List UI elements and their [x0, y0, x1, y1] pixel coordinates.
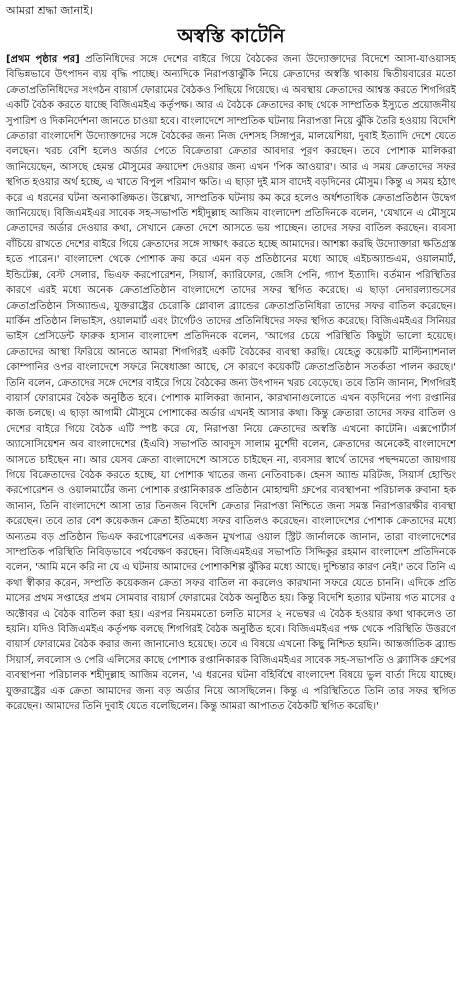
article-body [6, 52, 456, 980]
article-paragraph [6, 52, 456, 714]
previous-article-tail [6, 4, 456, 18]
article-text: প্রতিনিধিদের সঙ্গে দেশের বাইরে গিয়ে বৈঠকের জন্য উদ্যোক্তাদের বিদেশে আসা-যাওয়াসহ বিভিন্নভাবে উৎপাদন ব্যয় বৃদ্ধি পাচ্ছে। অন্যদিকে নিরাপত্তাঝুঁকি নিয়ে ক্রেতাদের অস্বস্তি থাকায় দ্বিতীয়বারের মতো ক্রেতাপ্রতিনিধিদের সংগঠন বায়ার্স ফোরামের বৈঠকও পিছিয়ে গিয়েছে। এ অবস্থায় ক্রেতাদের আশ্বস্ত করতে শিগগিরই একটি বৈঠক করতে যাচ্ছে বিজিএমইএ কর্তৃপক্ষ। আর এ বৈঠকে ক্রেতাদের কাছ থেকে সাম্প্রতিক ইস্যুতে প্রয়োজনীয় সুপারিশ ও দিকনির্দেশনা জানতে চাওয়া হবে। বাংলাদেশে সাম্প্রতিক ঘটনায় নিরাপত্তা নিয়ে ঝুঁকি তৈরি হওয়ায় বিদেশি ক্রেতারা বাংলাদেশি উদ্যোক্তাদের সঙ্গে বৈঠকের জন্য নিজ দেশসহ সিঙ্গাপুর, মালয়েশিয়া, দুবাই ইত্যাদি দেশে যেতে বলছেন। খরচ বেশি হলেও অর্ডার পেতে বিক্রেতারা ক্রেতার আবদার পূরণ করছেন। তবে পোশাক মালিকরা জানিয়েছেন, আসছে হেমন্ত মৌসুমের ক্রয়াদেশ দেওয়ার জন্য এখন 'পিক আওয়ার'। আর এ সময় ক্রেতাদের সফর স্থগিত হওয়ার অর্থ হচ্ছে, এ খাতে বিপুল পরিমাণ ক্ষতি। এ ছাড়া দুই মাস বাদেই বড়দিনের মৌসুম। কিন্তু এ সময় হঠাৎ করে এ ধরনের ঘটনা অনাকাঙ্ক্ষিত। উল্লেখ্য, সাম্প্রতিক ঘটনায় কম করে হলেও অর্ধশতাধিক ক্রেতাপ্রতিষ্ঠান উদ্বেগ জানিয়েছে। বিজিএমইএর সাবেক সহ-সভাপতি শহীদুল্লাহ আজিম বাংলাদেশ প্রতিদিনকে বলেন, 'যেখানে এ মৌসুমে ক্রেতাদের অর্ডার দেওয়ার কথা, সেখানে ক্রেতা দেশে আসতে ভয় পাচ্ছেন। তাদের সফর বাতিল করছেন। ব্যবসা বাঁচিয়ে রাখতে দেশের বাইরে গিয়ে ক্রেতাদের সঙ্গে সাক্ষাৎ করতে হচ্ছে আমাদের। আশঙ্কা করছি উদ্যোক্তারা ক্ষতিগ্রস্ত হতে পারেন।' বাংলাদেশ থেকে পোশাক ক্রয় করে এমন বড় প্রতিষ্ঠানের মধ্যে আছে এইচঅ্যান্ডএম, ওয়ালমার্ট, ইন্ডিটেক্স, বেস্ট সেলার, ভিএফ করপোরেশন, সিয়ার্স, ক্যারিফোর, জেসি পেনি, গ্যাপ ইত্যাদি। বর্তমান পরিস্থিতির কারণে এরই মধ্যে অনেক ক্রেতাপ্রতিষ্ঠান বাংলাদেশে তাদের সফর স্থগিত করেছে। এ ছাড়া নেদারল্যান্ডসের ক্রেতাপ্রতিষ্ঠান সিঅ্যান্ডএ, যুক্তরাষ্ট্রের চেরোকি গ্লোবাল ব্র্যান্ডের ক্রেতাপ্রতিনিধিরা তাদের সফর বাতিল করেছেন। মার্কিন প্রতিষ্ঠান লিভাইস, ওয়ালমার্ট এবং টার্গেটও তাদের প্রতিনিধিদের সফর স্থগিত করেছে। বিজিএমইএর সিনিয়র ভাইস প্রেসিডেন্ট ফারুক হাসান বাংলাদেশ প্রতিদিনকে বলেন, 'আগের চেয়ে পরিস্থিতি কিছুটা ভালো হয়েছে। ক্রেতাদের আস্থা ফিরিয়ে আনতে আমরা শিগগিরই একটি বৈঠকের ব্যবস্থা করছি। যেহেতু কয়েকটি মাল্টিন্যাশনাল কোম্পানির ওপর বাংলাদেশে সফরে নিষেধাজ্ঞা আছে, সে কারণে কয়েকটি ক্রেতাপ্রতিষ্ঠান সতর্কতা পালন করছে।' তিনি বলেন, ক্রেতাদের সঙ্গে দেশের বাইরে গিয়ে বৈঠকের জন্য উৎপাদন খরচ বেড়েছে। তবে তিনি জানান, শিগগিরই বায়ার্স ফোরামের বৈঠক অনুষ্ঠিত হবে। পোশাক মালিকরা জানান, কারখানাগুলোতে এখন বড়দিনের পণ্য রপ্তানির কাজ চলছে। এ ছাড়া আগামী মৌসুমে পোশাকের অর্ডার এখনই আসার কথা। কিন্তু ক্রেতারা তাদের সফর বাতিল ও দেশের বাইরে গিয়ে বৈঠক এটি স্পষ্ট করে যে, নিরাপত্তা নিয়ে ক্রেতাদের অস্বস্তি এখনো কাটেনি। এক্সপোর্টার্স অ্যাসোসিয়েশন অব বাংলাদেশের (ইএবি) সভাপতি আবদুস সালাম মুর্শেদী বলেন, ক্রেতাদের অনেকেই বাংলাদেশে আসতে চাইছেন না। আর যেসব ক্রেতা বাংলাদেশে আসতে চাইছেন না, ব্যবসার স্বার্থে তাদের পছন্দমতো জায়গায় গিয়ে বিক্রেতাদের বৈঠক করতে হচ্ছে, যা পোশাক খাতের জন্য নেতিবাচক। হেনস অ্যান্ড মরিটজ, সিয়ার্স হোল্ডিং করপোরেশন ও ওয়ালমার্টের জন্য পোশাক রপ্তানিকারক প্রতিষ্ঠান মোহাম্মদী গ্রুপের ব্যবস্থাপনা পরিচালক রুবানা হক জানান, তিনি বাংলাদেশে আসা তার তিনজন বিদেশি ক্রেতার নিরাপত্তা নিশ্চিতে জন্য সমস্ত নিরাপত্তারক্ষীর ব্যবস্থা করেছেন। তবে তার বেশ কয়েকজন ক্রেতা ইতিমধ্যে সফর বাতিলও করেছেন। বাংলাদেশের পোশাক ক্রেতাদের মধ্যে অন্যতম বড় প্রতিষ্ঠান ভিএফ করপোরেশনের একজন মুখপাত্র ওয়াল স্ট্রিট জার্নালকে জানান, তারা বাংলাদেশের সাম্প্রতিক পরিস্থিতি নিবিড়ভাবে পর্যবেক্ষণ করছেন। বিজিএমইএর সভাপতি সিদ্দিকুর রহমান বাংলাদেশ প্রতিদিনকে বলেন, 'আমি মনে করি না যে এ ঘটনায় আমাদের পোশাকশিল্প ঝুঁকির মধ্যে আছে। দুশ্চিন্তার কারণ নেই।' তবে তিনি এ কথা স্বীকার করেন, সম্প্রতি কয়েকজন ক্রেতা সফর বাতিল না করলেও কারখানা সফরে যেতে চাননি। এদিকে প্রতি মাসের প্রথম সপ্তাহের প্রথম সোমবার বায়ার্স ফোরামের বৈঠক অনুষ্ঠিত হয়। কিন্তু বিদেশি হত্যার ঘটনায় গত মাসের ৫ অক্টোবর এ বৈঠক বাতিল করা হয়। এরপর নিয়মমতো চলতি মাসের ২ নভেম্বর এ বৈঠক হওয়ার কথা থাকলেও তা হয়নি। যদিও বিজিএমইএ কর্তৃপক্ষ বলছে শিগগিরই বৈঠক অনুষ্ঠিত হবে। বিজিএমইএর পক্ষ থেকে পরিস্থিতি উত্তরণে বায়ার্স ফোরামের বৈঠক করার জন্য জানানোও হয়েছে। তবে এ বিষয়ে এখনো কিছু নিশ্চিত হয়নি। আন্তর্জাতিক ব্র্যান্ড সিয়ার্স, লবলোস ও পেরি এলিসের কাছে পোশাক রপ্তানিকারক বিজিএমইএর সাবেক সহ-সভাপতি ও ক্ল্যাসিক গ্রুপের ব্যবস্থাপনা পরিচালক শহীদুল্লাহ আজিম বলেন, 'এ ধরনের ঘটনা বহির্বিশ্বে বাংলাদেশ বিষয়ে ভুল বার্তা দিয়ে যাচ্ছে। যুক্তরাষ্ট্রের এক ক্রেতা আমাদের জন্য বড় অর্ডার নিয়ে আসছিলেন। কিন্তু এ পরিস্থিতিতে তিনি তার সফর স্থগিত করেছেন। আমাদের তিনি দুবাই যেতে বলেছিলেন। কিন্তু আমরা আপাতত বৈঠকটি স্থগিত করেছি।' [6, 54, 456, 713]
previous-article-text: আমরা শ্রদ্ধা জানাই। [6, 4, 93, 18]
continued-from-label: [প্রথম পৃষ্ঠার পর] [6, 54, 80, 65]
article-headline: অস্বস্তি কাটেনি [177, 25, 285, 47]
